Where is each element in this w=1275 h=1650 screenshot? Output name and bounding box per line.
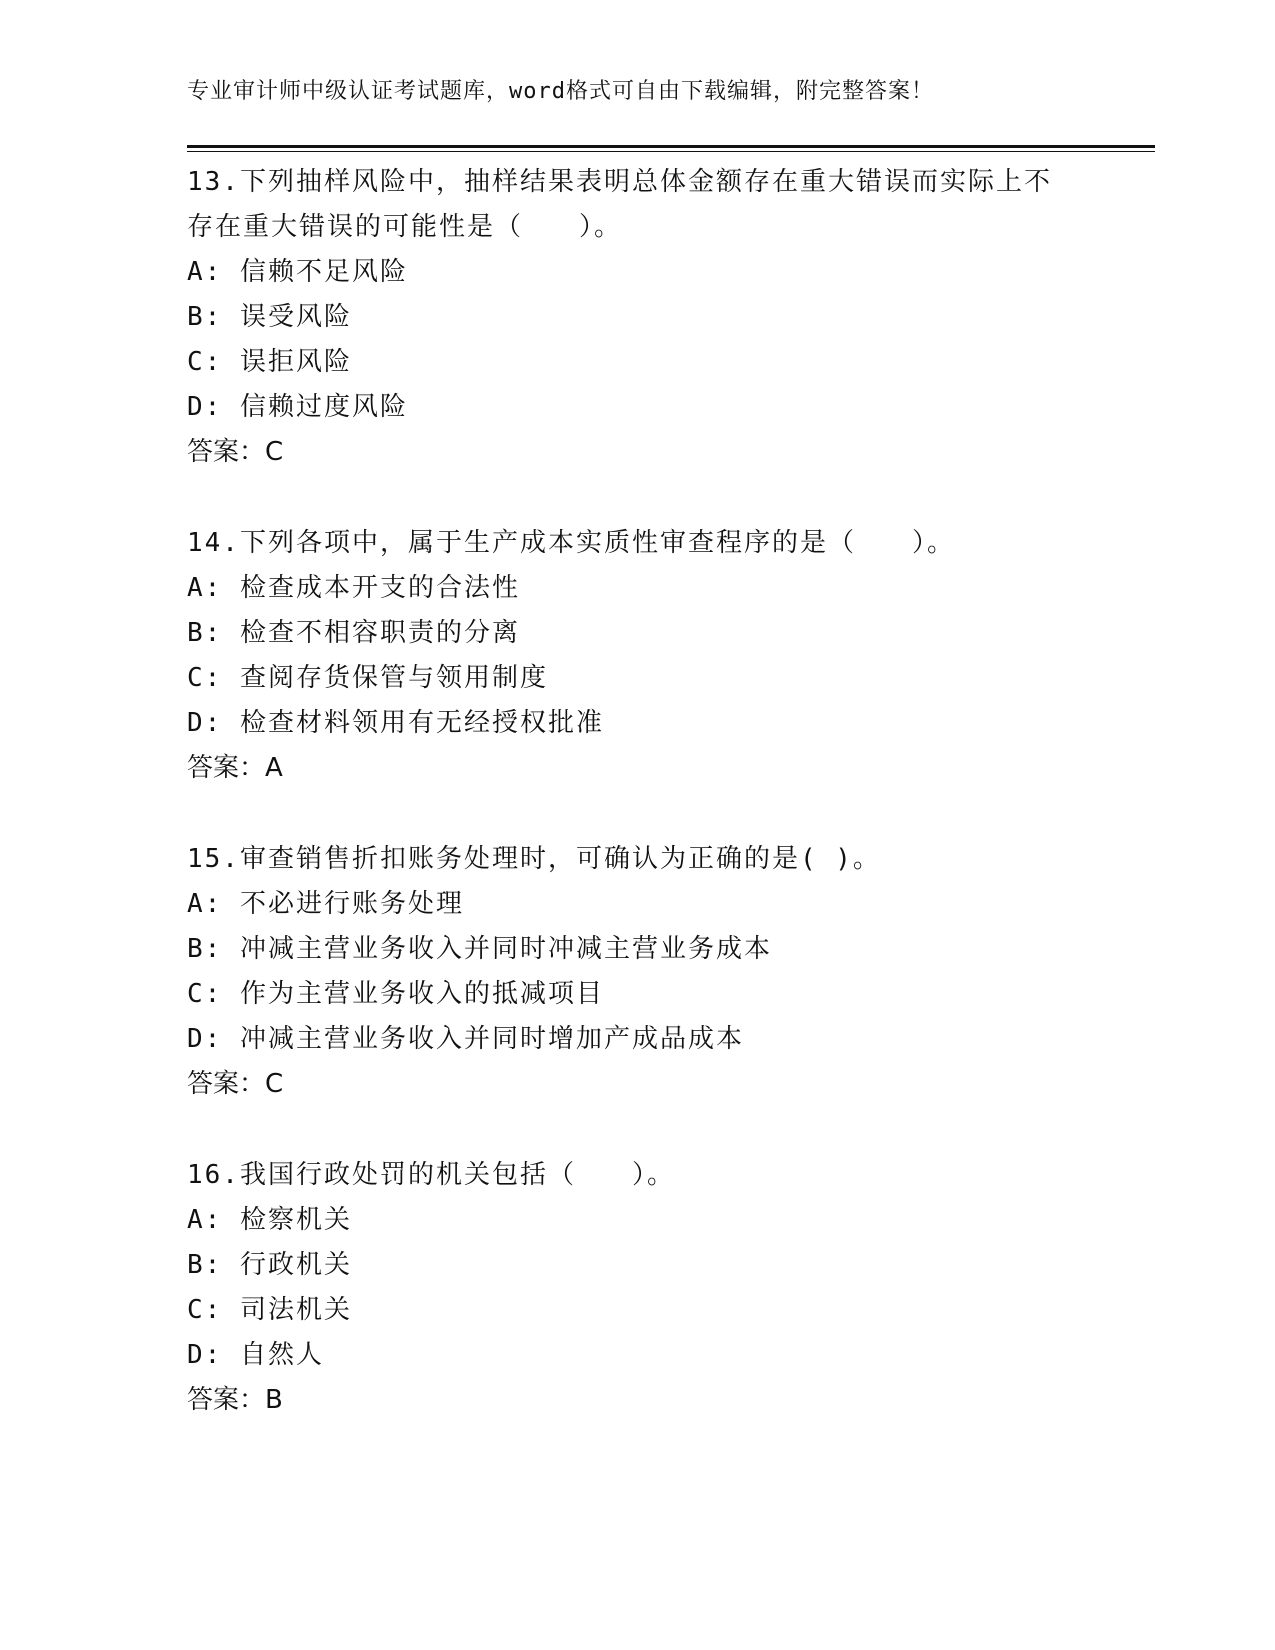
- option-b: B: 冲减主营业务收入并同时冲减主营业务成本: [187, 934, 772, 964]
- question-text: 存在重大错误的可能性是（ ）。: [187, 212, 623, 242]
- question-16: [187, 1153, 1087, 1423]
- option-c: C: 司法机关: [187, 1295, 352, 1325]
- option-c: C: 作为主营业务收入的抵减项目: [187, 979, 604, 1009]
- header-rule-thick: [187, 145, 1155, 148]
- answer: 答案：A: [187, 753, 283, 783]
- option-c: C: 误拒风险: [187, 347, 352, 377]
- question-15: [187, 837, 1087, 1107]
- question-13: [187, 160, 1087, 475]
- answer: 答案：C: [187, 437, 284, 467]
- option-a: A: 不必进行账务处理: [187, 889, 464, 919]
- answer: 答案：B: [187, 1385, 283, 1415]
- option-a: A: 信赖不足风险: [187, 257, 408, 287]
- question-14: [187, 521, 1087, 791]
- option-d: D: 自然人: [187, 1340, 324, 1370]
- option-b: B: 行政机关: [187, 1250, 352, 1280]
- header-rule-thin: [187, 151, 1155, 152]
- question-text: 13.下列抽样风险中，抽样结果表明总体金额存在重大错误而实际上不: [187, 167, 1052, 197]
- option-a: A: 检查成本开支的合法性: [187, 573, 520, 603]
- answer: 答案：C: [187, 1069, 284, 1099]
- option-b: B: 误受风险: [187, 302, 352, 332]
- page-header: 专业审计师中级认证考试题库，word格式可自由下载编辑，附完整答案！: [187, 79, 934, 104]
- option-d: D: 信赖过度风险: [187, 392, 408, 422]
- question-text: 14.下列各项中，属于生产成本实质性审查程序的是（ ）。: [187, 528, 955, 558]
- option-c: C: 查阅存货保管与领用制度: [187, 663, 548, 693]
- spacer: [187, 1107, 1087, 1153]
- option-d: D: 冲减主营业务收入并同时增加产成品成本: [187, 1024, 744, 1054]
- option-a: A: 检察机关: [187, 1205, 352, 1235]
- question-text: 15.审查销售折扣账务处理时，可确认为正确的是( )。: [187, 844, 881, 874]
- question-text: 16.我国行政处罚的机关包括（ ）。: [187, 1160, 675, 1190]
- question-list: [187, 160, 1087, 1423]
- spacer: [187, 475, 1087, 521]
- option-b: B: 检查不相容职责的分离: [187, 618, 520, 648]
- option-d: D: 检查材料领用有无经授权批准: [187, 708, 604, 738]
- spacer: [187, 791, 1087, 837]
